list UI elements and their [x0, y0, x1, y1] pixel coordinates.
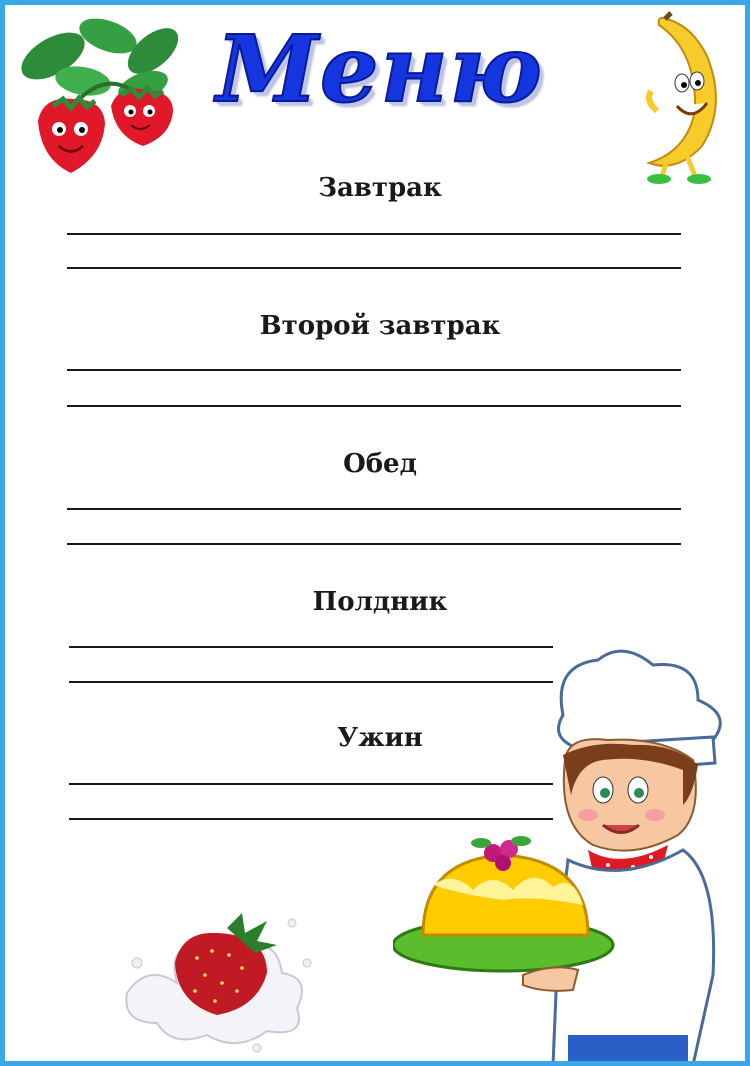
writing-line[interactable]	[67, 233, 681, 235]
writing-line[interactable]	[67, 267, 681, 269]
strawberry-splash-illustration	[117, 903, 317, 1053]
strawberry-left-icon	[38, 98, 105, 173]
section-label-second-breakfast: Второй завтрак	[259, 311, 501, 341]
strawberry-right-icon	[111, 88, 173, 146]
section-label-dinner: Ужин	[337, 723, 423, 753]
chef-boy-illustration	[393, 645, 745, 1065]
page-title: Меню	[216, 15, 544, 123]
writing-line[interactable]	[67, 405, 681, 407]
writing-line[interactable]	[67, 543, 681, 545]
banana-illustration	[637, 11, 727, 189]
strawberries-illustration	[13, 11, 188, 181]
writing-line[interactable]	[67, 508, 681, 510]
section-label-afternoon-snack: Полдник	[312, 587, 448, 617]
section-label-lunch: Обед	[343, 449, 417, 479]
chef-face-icon	[563, 739, 698, 850]
section-label-breakfast: Завтрак	[318, 173, 442, 203]
writing-line[interactable]	[67, 369, 681, 371]
